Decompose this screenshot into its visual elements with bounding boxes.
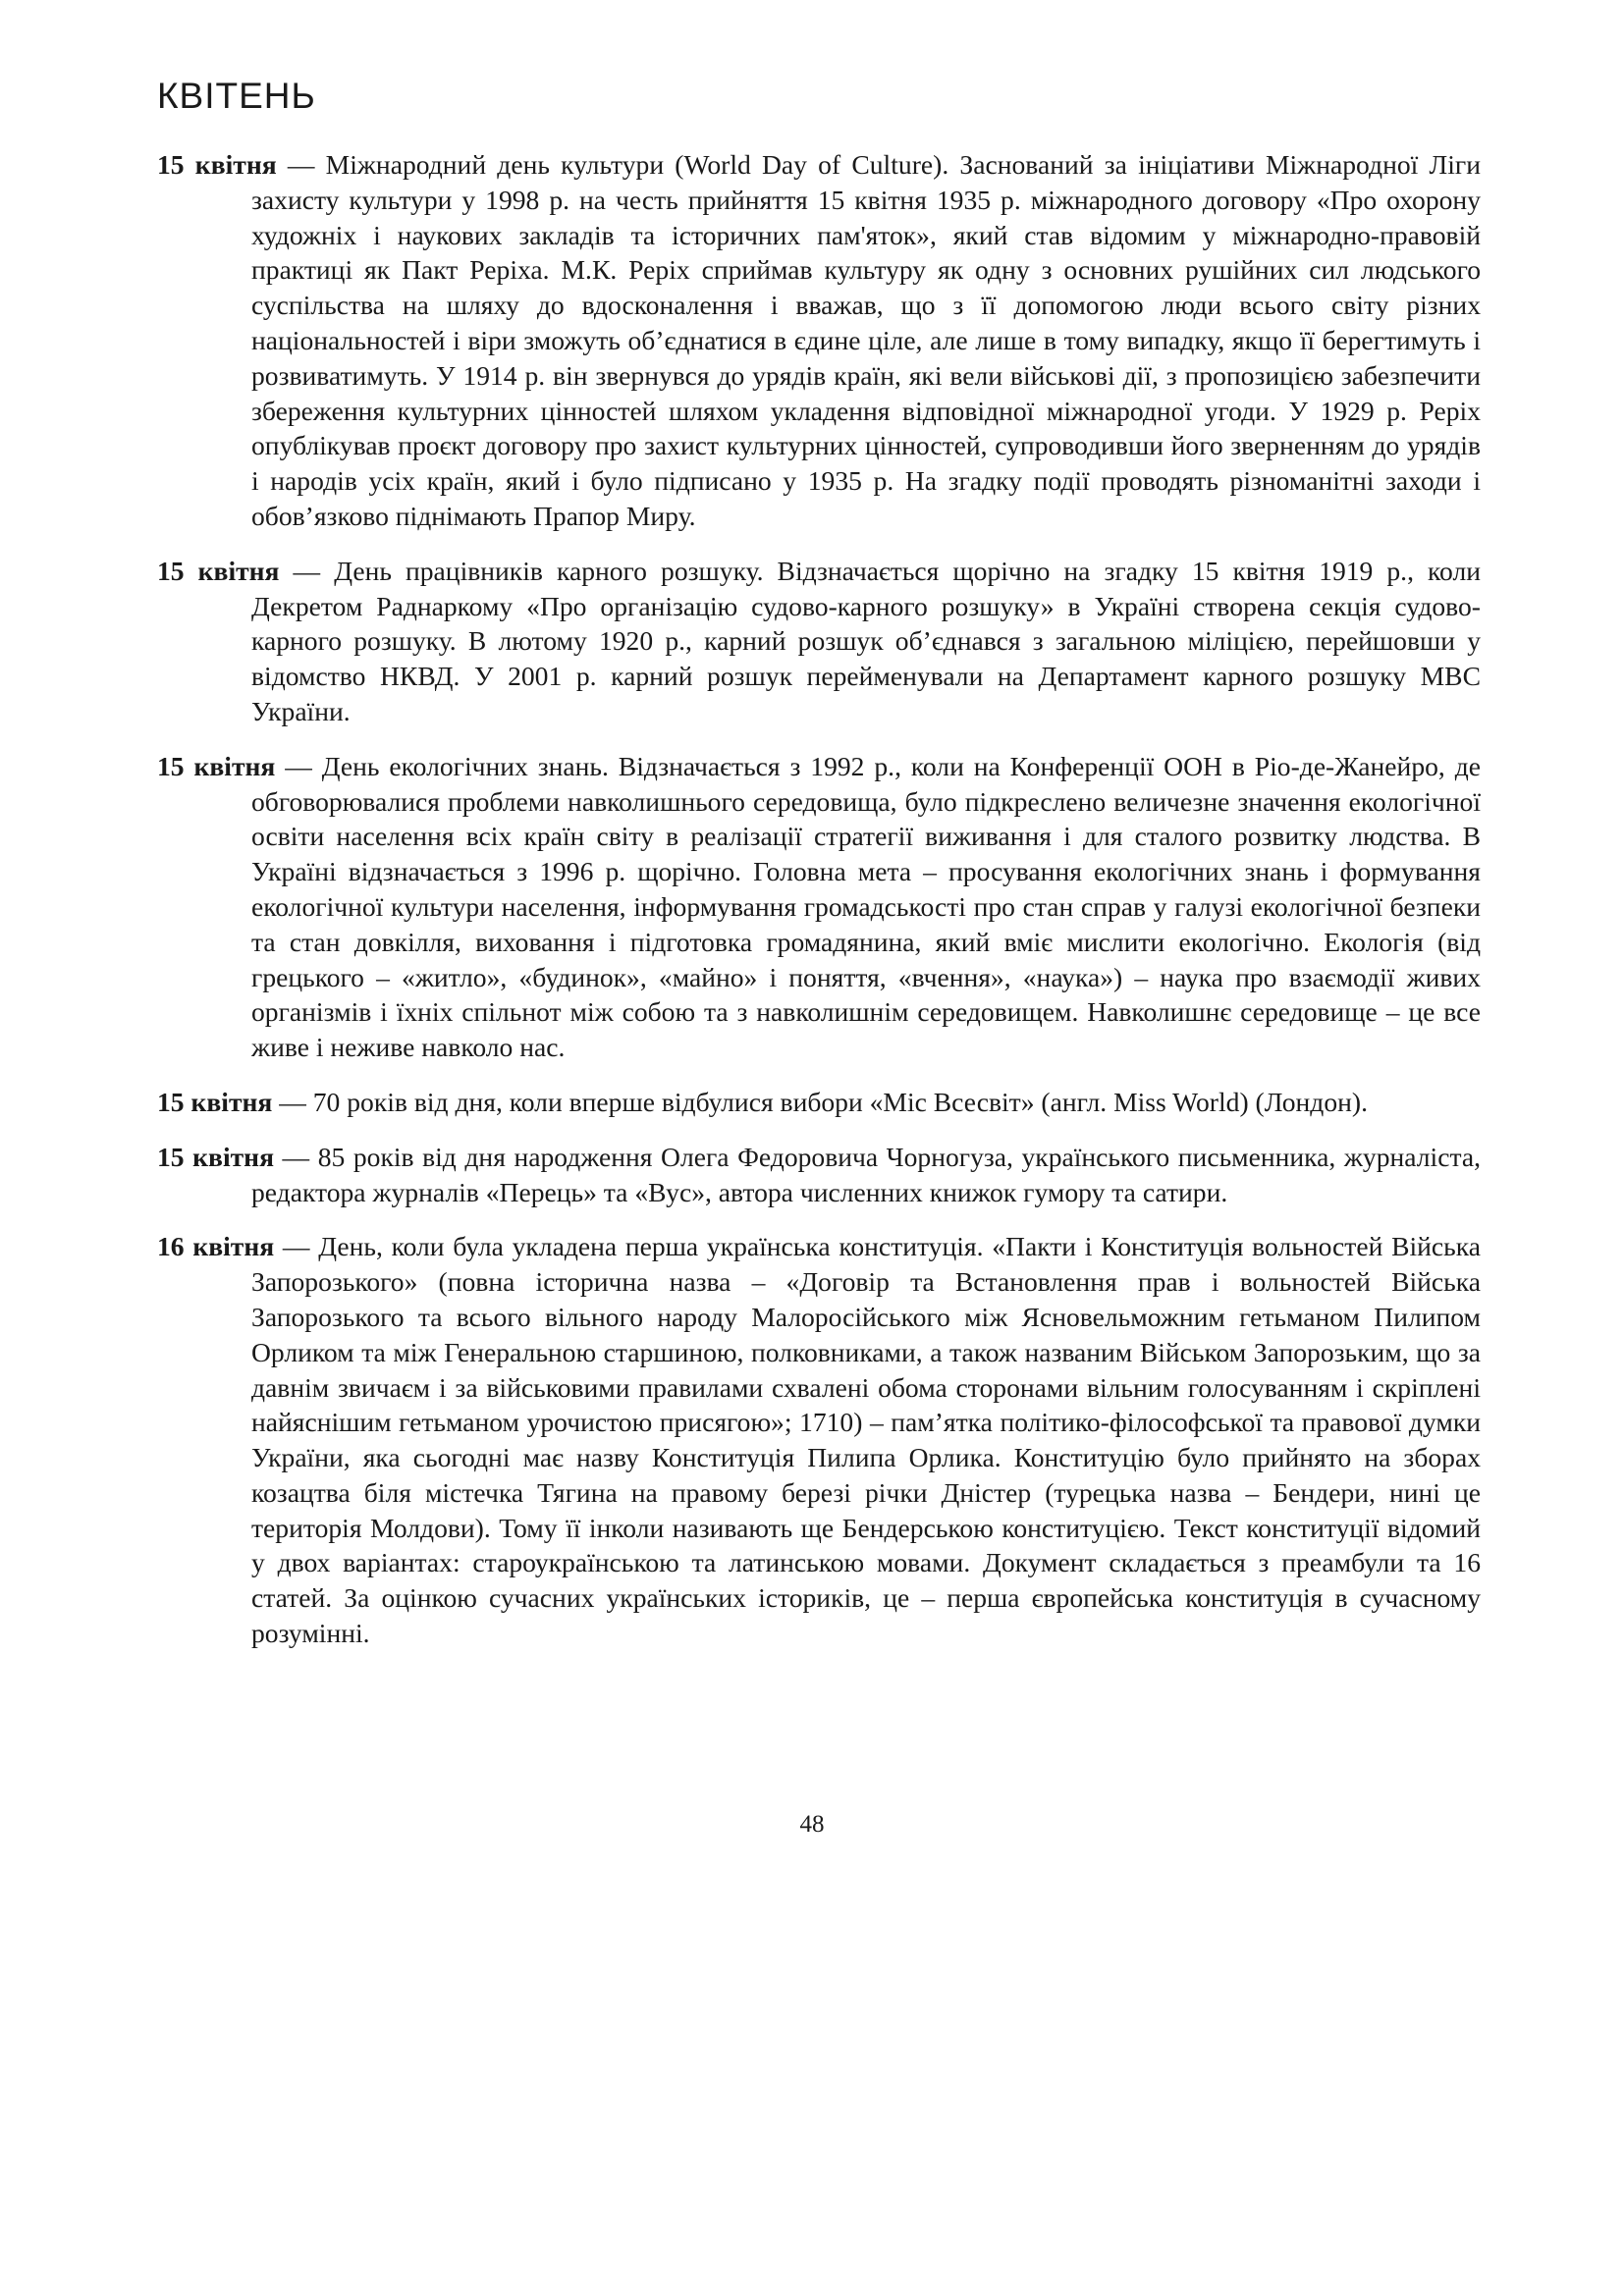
entry-text: — День екологічних знань. Відзначається з 1992 р., коли на Конференції ООН в Ріо-де-Жанейро, де обговорювалися проблеми навколишнього середовища, було підкреслено величезне значення екологічної освіти населення всіх країн світу в реалізації стратегії виживання і для сталого розвитку людства. В Україні відзначається з 1996 р. щорічно. Головна мета – просування екологічних знань і формування екологічної культури населення, інформування громадськості про стан справ у галузі екологічної безпеки та стан довкілля, виховання і підготовка громадянина, який вміє мислити екологічно. Екологія (від грецького – «житло», «будинок», «майно» і поняття, «вчення», «наука») – наука про взаємодії живих організмів і їхніх спільнот між собою та з навколишнім середовищем. Навколишнє середовище – це все живе і неживе навколо нас. <box>251 750 1481 1063</box>
entry-date: 15 квітня <box>157 149 277 180</box>
calendar-entries <box>157 147 1481 1671</box>
calendar-entry <box>157 749 1481 1065</box>
calendar-entry <box>157 554 1481 729</box>
entry-date: 15 квітня <box>157 1141 274 1172</box>
entry-text: — День працівників карного розшуку. Відзначається щорічно на згадку 15 квітня 1919 р., коли Декретом Раднаркому «Про організацію судово-карного розшуку» в Україні створена секція судово-карного розшуку. В лютому 1920 р., карний розшук об’єднався з загальною міліцією, перейшовши у відомство НКВД. У 2001 р. карний розшук перейменували на Департамент карного розшуку МВС України. <box>251 555 1482 726</box>
page-number: 48 <box>799 1811 825 1838</box>
calendar-entry <box>157 147 1481 534</box>
entry-text: — 70 років від дня, коли вперше відбулися вибори «Міс Всесвіт» (англ. Miss World) (Лондон). <box>272 1086 1369 1117</box>
entry-text: — Міжнародний день культури (World Day of Culture). Заснований за ініціативи Міжнародної Ліги захисту культури у 1998 р. на честь прийняття 15 квітня 1935 р. міжнародного договору «Про охорону художніх і наукових закладів та історичних пам'яток», який став відомим у міжнародно-правовій практиці як Пакт Реріха. М.К. Реріх сприймав культуру як одну з основних рушійних сил людського суспільства на шляху до вдосконалення і вважав, що з її допомогою люди всього світу різних національностей і віри зможуть об’єднатися в єдине ціле, але лише в тому випадку, якщо її берегтимуть і розвиватимуть. У 1914 р. він звернувся до урядів країн, які вели військові дії, з пропозицією забезпечити збереження культурних цінностей шляхом укладення відповідної міжнародної угоди. У 1929 р. Реріх опублікував проєкт договору про захист культурних цінностей, супроводивши його зверненням до урядів і народів усіх країн, який і було підписано у 1935 р. На згадку події проводять різноманітні заходи і обов’язково піднімають Прапор Миру. <box>251 149 1481 531</box>
entry-date: 15 квітня <box>157 1086 273 1117</box>
calendar-entry <box>157 1140 1481 1210</box>
entry-date: 15 квітня <box>157 555 280 586</box>
entry-date: 16 квітня <box>157 1231 275 1262</box>
entry-date: 15 квітня <box>157 750 276 781</box>
month-heading: КВІТЕНЬ <box>157 76 316 116</box>
entry-text: — День, коли була укладена перша українська конституція. «Пакти і Конституція вольностей Війська Запорозького» (повна історична назва – «Договір та Встановлення прав і вольностей Війська Запорозького та всього вільного народу Малоросійського між Ясновельможним гетьманом Пилипом Орликом та між Генеральною старшиною, полковниками, а також названим Військом Запорозьким, що за давнім звичаєм і за військовими правилами схвалені обома сторонами вільним голосуванням і скріплені найяснішим гетьманом урочистою присягою»; 1710) – пам’ятка політико-філософської та правової думки України, яка сьогодні має назву Конституція Пилипа Орлика. Конституцію було прийнято на зборах козацтва біля містечка Тягина на правому березі річки Дністер (турецька назва – Бендери, нині це територія Молдови). Тому її інколи називають ще Бендерською конституцією. Текст конституції відомий у двох варіантах: староукраїнською та латинською мовами. Документ складається з преамбули та 16 статей. За оцінкою сучасних українських істориків, це – перша європейська конституція в сучасному розумінні. <box>251 1231 1482 1649</box>
entry-text: — 85 років від дня народження Олега Федоровича Чорногуза, українського письменника, журналіста, редактора журналів «Перець» та «Вус», автора численних книжок гумору та сатири. <box>251 1141 1481 1207</box>
calendar-entry <box>157 1229 1481 1651</box>
calendar-entry <box>157 1085 1481 1120</box>
